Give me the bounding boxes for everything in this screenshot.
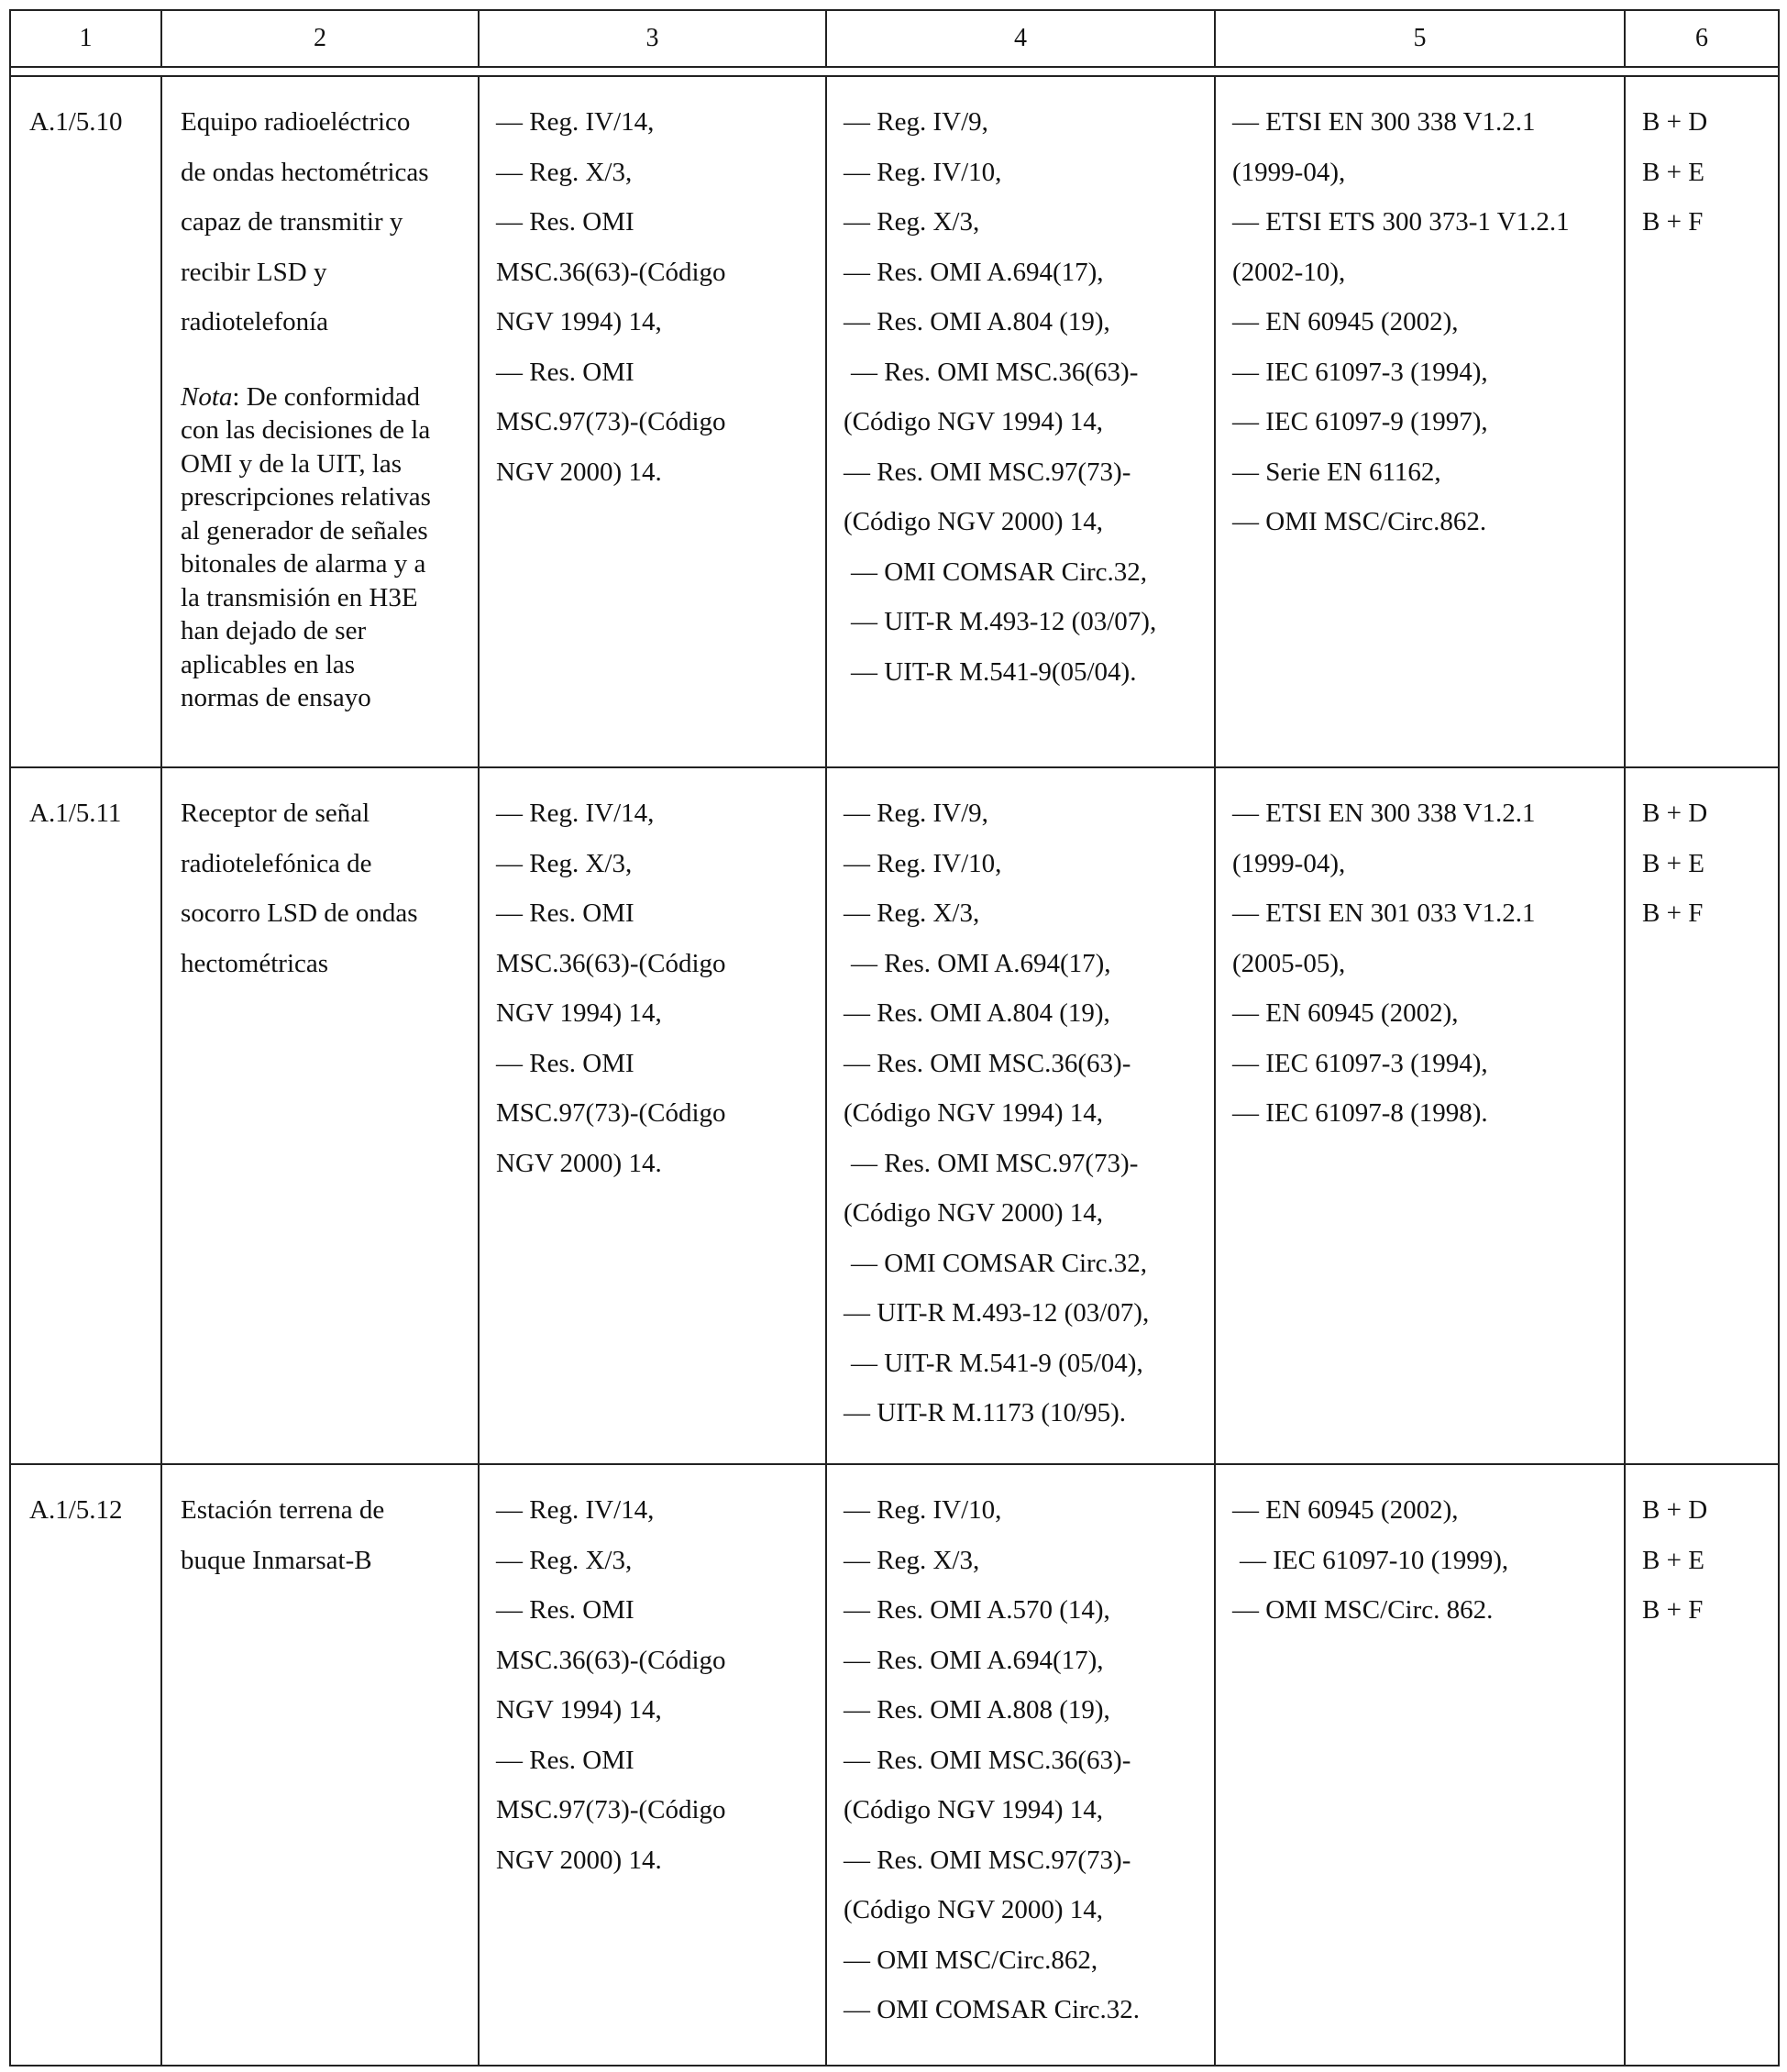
reference-line: NGV 2000) 14.: [496, 1845, 662, 1875]
header-col-6: 6: [1625, 10, 1779, 67]
description-line: radiotelefónica de: [181, 848, 372, 878]
reference-line: — IEC 61097-3 (1994),: [1232, 357, 1488, 387]
reference-line: — UIT-R M.493-12 (03/07),: [844, 1298, 1150, 1328]
reference-line: MSC.97(73)-(Código: [496, 1795, 726, 1824]
equipment-code: A.1/5.11: [29, 799, 122, 828]
reference-line: — Res. OMI MSC.97(73)-: [844, 457, 1131, 487]
reference-line: — Reg. X/3,: [844, 207, 980, 237]
reference-line: (Código NGV 1994) 14,: [844, 1795, 1104, 1824]
table-body: [10, 76, 1779, 2066]
note-line: bitonales de alarma y a: [181, 549, 426, 579]
note-line: prescripciones relativas: [181, 482, 431, 512]
reference-line: — Serie EN 61162,: [1232, 457, 1441, 487]
reference-line: — Res. OMI A.570 (14),: [844, 1595, 1110, 1625]
description-line: Estación terrena de: [181, 1495, 385, 1525]
reference-line: — OMI COMSAR Circ.32.: [844, 1995, 1141, 2024]
reference-line: MSC.97(73)-(Código: [496, 1098, 726, 1128]
description-line: capaz de transmitir y: [181, 207, 403, 237]
reference-line: — UIT-R M.1173 (10/95).: [844, 1398, 1126, 1427]
reference-line: — IEC 61097-9 (1997),: [1232, 407, 1488, 436]
cell-standards: [1215, 767, 1625, 1464]
reference-line: — ETSI EN 300 338 V1.2.1: [1232, 799, 1536, 828]
table-row: [10, 76, 1779, 767]
note-line: aplicables en las: [181, 649, 356, 679]
reference-line: — Res. OMI: [496, 898, 634, 928]
procedure-line: B + D: [1642, 107, 1708, 137]
note-block: [181, 380, 465, 715]
reference-line: — OMI COMSAR Circ.32,: [851, 1248, 1148, 1278]
description-line: socorro LSD de ondas: [181, 898, 418, 928]
cell-description: [161, 1464, 479, 2066]
reference-line: — UIT-R M.493-12 (03/07),: [851, 607, 1157, 636]
header-row: [10, 10, 1779, 67]
reference-line: (Código NGV 2000) 14,: [844, 1895, 1104, 1924]
cell-description: [161, 767, 479, 1464]
reference-line: — ETSI EN 300 338 V1.2.1: [1232, 107, 1536, 137]
description-line: Receptor de señal: [181, 799, 370, 828]
description-line: buque Inmarsat-B: [181, 1545, 372, 1575]
procedure-line: B + E: [1642, 157, 1704, 187]
reference-line: (Código NGV 1994) 14,: [844, 407, 1104, 436]
note-line: OMI y de la UIT, las: [181, 448, 403, 479]
reference-line: — Reg. IV/10,: [844, 1495, 1002, 1525]
cell-procedures: [1625, 1464, 1779, 2066]
reference-line: — Res. OMI MSC.36(63)-: [851, 357, 1139, 387]
procedure-line: B + D: [1642, 799, 1708, 828]
header-col-2: 2: [161, 10, 479, 67]
note-line: normas de ensayo: [181, 683, 371, 712]
reference-line: — Reg. IV/10,: [844, 157, 1002, 187]
reference-line: — Reg. IV/9,: [844, 799, 988, 828]
cell-references: [826, 1464, 1215, 2066]
reference-line: — IEC 61097-10 (1999),: [1240, 1545, 1509, 1575]
cell-procedures: [1625, 76, 1779, 767]
reference-line: — UIT-R M.541-9(05/04).: [851, 656, 1137, 687]
note-line: la transmisión en H3E: [181, 582, 418, 612]
reference-line: (1999-04),: [1232, 157, 1346, 187]
description-line: de ondas hectométricas: [181, 157, 429, 187]
cell-procedures: [1625, 767, 1779, 1464]
reference-line: — Res. OMI A.804 (19),: [844, 307, 1110, 336]
reference-line: — Res. OMI MSC.36(63)-: [844, 1745, 1131, 1775]
reference-line: — OMI MSC/Circ.862.: [1232, 507, 1487, 536]
reference-line: (2005-05),: [1232, 948, 1346, 978]
reference-line: — Res. OMI A.694(17),: [851, 948, 1111, 978]
reference-line: NGV 2000) 14.: [496, 457, 662, 487]
reference-line: — EN 60945 (2002),: [1232, 307, 1459, 336]
reference-line: — Res. OMI A.808 (19),: [844, 1695, 1110, 1725]
reference-line: — EN 60945 (2002),: [1232, 998, 1459, 1028]
reference-line: — Reg. IV/14,: [496, 799, 655, 828]
reference-line: NGV 1994) 14,: [496, 998, 662, 1028]
description-line: radiotelefonía: [181, 307, 329, 336]
reference-line: — Reg. IV/14,: [496, 107, 655, 137]
reference-line: — Reg. X/3,: [844, 1545, 980, 1575]
reference-line: (Código NGV 1994) 14,: [844, 1098, 1104, 1128]
reference-line: — ETSI EN 301 033 V1.2.1: [1232, 898, 1536, 928]
reference-line: (1999-04),: [1232, 848, 1346, 878]
reference-line: — UIT-R M.541-9 (05/04),: [851, 1348, 1143, 1378]
reference-line: NGV 1994) 14,: [496, 307, 662, 336]
reference-line: — Reg. X/3,: [844, 898, 980, 928]
reference-line: NGV 2000) 14.: [496, 1148, 662, 1178]
reference-line: — ETSI ETS 300 373-1 V1.2.1: [1232, 207, 1570, 237]
reference-line: — Reg. X/3,: [496, 1545, 633, 1575]
reference-line: — IEC 61097-8 (1998).: [1232, 1098, 1488, 1128]
reference-line: — IEC 61097-3 (1994),: [1232, 1048, 1488, 1078]
reference-line: — Res. OMI A.694(17),: [844, 257, 1104, 287]
reference-line: — Res. OMI: [496, 1048, 634, 1078]
reference-line: (Código NGV 2000) 14,: [844, 507, 1104, 536]
cell-code: [10, 767, 161, 1464]
reference-line: — Res. OMI: [496, 207, 634, 237]
cell-code: [10, 76, 161, 767]
description-line: Equipo radioeléctrico: [181, 107, 411, 137]
reference-line: MSC.36(63)-(Código: [496, 1645, 726, 1675]
header-col-4: 4: [826, 10, 1215, 67]
description-line: hectométricas: [181, 948, 329, 978]
note-text: : De conformidad: [232, 381, 420, 412]
reference-line: — Reg. IV/14,: [496, 1495, 655, 1525]
reference-line: — Res. OMI: [496, 1595, 634, 1625]
procedure-line: B + F: [1642, 1595, 1704, 1625]
cell-standards: [1215, 76, 1625, 767]
cell-regulations: [479, 1464, 826, 2066]
reference-line: — Reg. IV/9,: [844, 107, 988, 137]
reference-line: — Res. OMI MSC.97(73)-: [851, 1148, 1139, 1178]
note-line: [181, 380, 465, 414]
note-line: con las decisiones de la: [181, 415, 431, 445]
equipment-code: A.1/5.12: [29, 1495, 123, 1525]
cell-references: [826, 767, 1215, 1464]
reference-line: MSC.97(73)-(Código: [496, 407, 726, 436]
reference-line: — OMI COMSAR Circ.32,: [851, 557, 1148, 587]
note-line: han dejado de ser: [181, 616, 367, 645]
reference-line: — Reg. X/3,: [496, 157, 633, 187]
procedure-line: B + E: [1642, 1545, 1704, 1575]
procedure-line: B + D: [1642, 1495, 1708, 1525]
procedure-line: B + F: [1642, 898, 1704, 928]
table-row: [10, 1464, 1779, 2066]
cell-references: [826, 76, 1215, 767]
reference-line: (2002-10),: [1232, 257, 1346, 287]
reference-line: — Reg. X/3,: [496, 848, 633, 878]
reference-line: — Res. OMI MSC.36(63)-: [844, 1048, 1131, 1078]
header-col-3: 3: [479, 10, 826, 67]
cell-description: [161, 76, 479, 767]
reference-line: NGV 1994) 14,: [496, 1695, 662, 1725]
reference-line: MSC.36(63)-(Código: [496, 257, 726, 287]
description-line: recibir LSD y: [181, 257, 327, 287]
cell-regulations: [479, 767, 826, 1464]
procedure-line: B + F: [1642, 207, 1704, 237]
reference-line: — Res. OMI A.804 (19),: [844, 998, 1110, 1028]
reference-line: MSC.36(63)-(Código: [496, 948, 726, 978]
equipment-code: A.1/5.10: [29, 107, 123, 137]
note-label: Nota: [181, 381, 233, 412]
note-line: al generador de señales: [181, 515, 428, 546]
reference-line: — OMI MSC/Circ.862,: [844, 1945, 1098, 1975]
reference-line: — Res. OMI A.694(17),: [844, 1645, 1104, 1675]
reference-line: — OMI MSC/Circ. 862.: [1232, 1595, 1494, 1625]
cell-code: [10, 1464, 161, 2066]
equipment-table: [9, 9, 1780, 2066]
reference-line: — Res. OMI: [496, 357, 634, 387]
header-col-1: 1: [10, 10, 161, 67]
reference-line: — EN 60945 (2002),: [1232, 1495, 1459, 1525]
reference-line: — Res. OMI: [496, 1745, 634, 1775]
cell-standards: [1215, 1464, 1625, 2066]
reference-line: — Res. OMI MSC.97(73)-: [844, 1845, 1131, 1875]
procedure-line: B + E: [1642, 848, 1704, 878]
reference-line: — Reg. IV/10,: [844, 848, 1002, 878]
cell-regulations: [479, 76, 826, 767]
table-row: [10, 767, 1779, 1464]
header-spacer: [10, 67, 1779, 76]
header-col-5: 5: [1215, 10, 1625, 67]
reference-line: (Código NGV 2000) 14,: [844, 1198, 1104, 1228]
